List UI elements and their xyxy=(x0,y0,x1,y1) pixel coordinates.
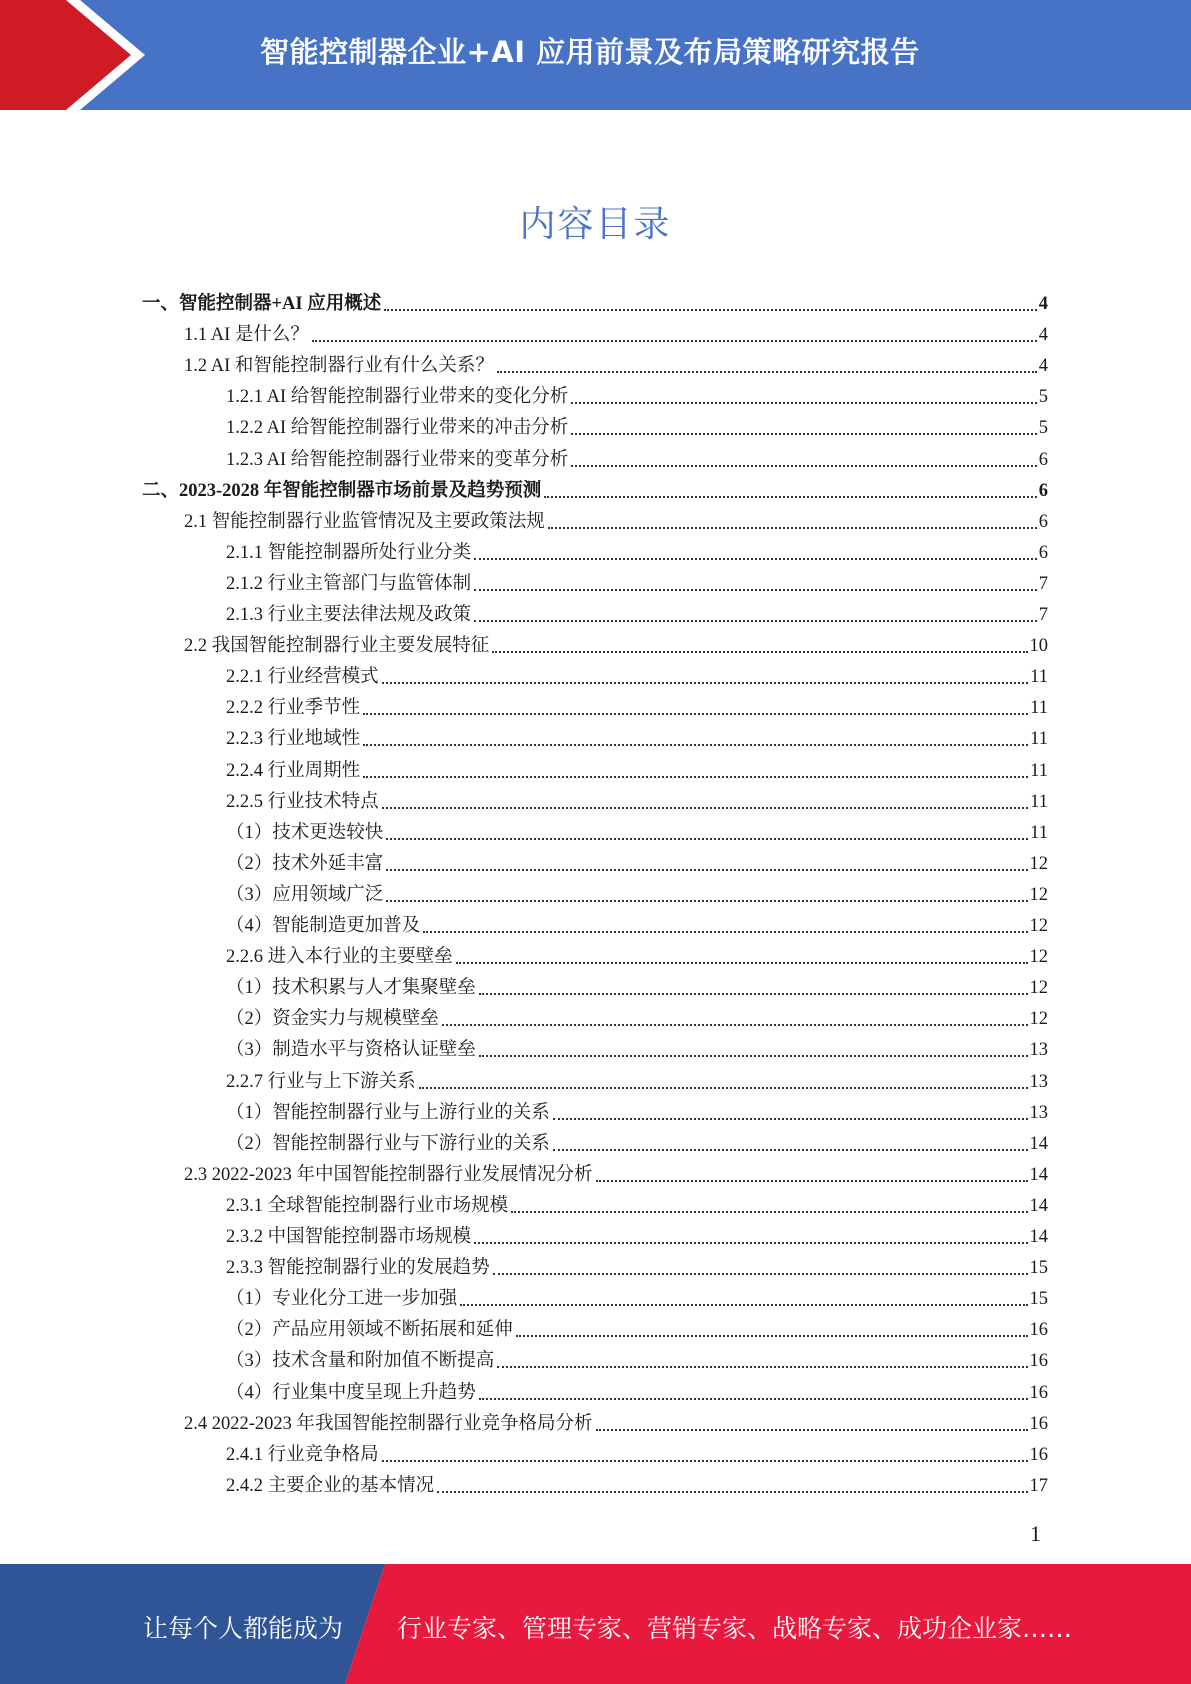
toc-entry-title: 2.3.3 智能控制器行业的发展趋势 xyxy=(226,1258,490,1279)
toc-entry-title: （1）技术积累与人才集聚壁垒 xyxy=(226,978,476,999)
footer-slogan: 让每个人都能成为 xyxy=(143,1614,344,1643)
toc-entry[interactable] xyxy=(226,782,1048,813)
toc-entry-title: 2.3.2 中国智能控制器市场规模 xyxy=(226,1227,472,1247)
toc-dot-leader xyxy=(386,899,1027,902)
toc-entry[interactable] xyxy=(226,937,1048,968)
toc-entry-title: 1.2.3 AI 给智能控制器行业带来的变革分析 xyxy=(226,449,569,470)
toc-entry[interactable] xyxy=(184,502,1048,533)
toc-entry-page: 12 xyxy=(1029,853,1048,874)
toc-entry-page: 15 xyxy=(1029,1258,1048,1279)
toc-entry[interactable] xyxy=(184,315,1048,346)
toc-entry[interactable] xyxy=(226,595,1048,626)
toc-dot-leader xyxy=(474,619,1037,622)
toc-entry[interactable] xyxy=(142,471,1048,502)
toc-entry[interactable] xyxy=(226,1341,1048,1372)
toc-entry-title: 2.3 2022-2023 年中国智能控制器行业发展情况分析 xyxy=(184,1164,593,1185)
toc-dot-leader xyxy=(384,308,1037,311)
toc-entry-page: 7 xyxy=(1038,573,1048,594)
toc-dot-leader xyxy=(419,1086,1028,1089)
toc-entry[interactable] xyxy=(226,377,1048,408)
toc-entry-page: 12 xyxy=(1029,1009,1048,1030)
toc-dot-leader xyxy=(492,650,1027,653)
toc-entry-title: 1.2.2 AI 给智能控制器行业带来的冲击分析 xyxy=(226,418,569,439)
toc-entry[interactable] xyxy=(226,1062,1048,1093)
toc-dot-leader xyxy=(363,712,1028,715)
toc-dot-leader xyxy=(363,775,1028,778)
toc-entry[interactable] xyxy=(226,751,1048,782)
toc-entry-page: 11 xyxy=(1030,760,1048,781)
report-title: 智能控制器企业+AI 应用前景及布局策略研究报告 xyxy=(260,35,920,69)
toc-entry[interactable] xyxy=(226,1279,1048,1310)
toc-dot-leader xyxy=(382,681,1029,684)
toc-entry-page: 12 xyxy=(1029,916,1048,936)
toc-entry[interactable] xyxy=(226,1435,1048,1466)
toc-entry-title: （4）智能制造更加普及 xyxy=(226,916,421,936)
toc-entry-page: 16 xyxy=(1029,1382,1048,1403)
toc-entry-title: （1）技术更迭较快 xyxy=(226,822,384,843)
toc-dot-leader xyxy=(553,1148,1028,1151)
toc-dot-leader xyxy=(456,961,1028,964)
toc-entry-page: 12 xyxy=(1029,978,1048,999)
toc-dot-leader xyxy=(596,1428,1028,1431)
toc-entry-page: 11 xyxy=(1030,791,1048,812)
toc-entry[interactable] xyxy=(142,284,1048,315)
toc-entry-page: 15 xyxy=(1029,1289,1048,1310)
toc-entry[interactable] xyxy=(184,346,1048,377)
toc-entry-title: 一、智能控制器+AI 应用概述 xyxy=(142,294,382,314)
toc-dot-leader xyxy=(497,370,1037,373)
toc-dot-leader xyxy=(479,992,1028,995)
toc-dot-leader xyxy=(479,1054,1028,1057)
toc-entry-page: 4 xyxy=(1038,325,1048,346)
toc-dot-leader xyxy=(497,1365,1027,1368)
toc-dot-leader xyxy=(474,1241,1027,1244)
toc-dot-leader xyxy=(474,557,1037,560)
toc-entry-page: 12 xyxy=(1029,884,1048,905)
toc-dot-leader xyxy=(571,432,1036,435)
toc-entry-title: （4）行业集中度呈现上升趋势 xyxy=(226,1382,476,1403)
toc-entry-title: （2）产品应用领域不断拓展和延伸 xyxy=(226,1320,513,1341)
toc-entry[interactable] xyxy=(226,1030,1048,1061)
toc-entry[interactable] xyxy=(226,533,1048,564)
toc-entry-page: 5 xyxy=(1038,387,1048,408)
footer-expert-list: 行业专家、管理专家、营销专家、战略专家、成功企业家…… xyxy=(397,1614,1073,1643)
toc-entry-title: 2.2.2 行业季节性 xyxy=(226,698,361,719)
toc-entry-page: 16 xyxy=(1029,1351,1048,1372)
toc-entry[interactable] xyxy=(226,1248,1048,1279)
toc-entry[interactable] xyxy=(226,564,1048,595)
toc-entry[interactable] xyxy=(184,1404,1048,1435)
toc-entry-title: （1）智能控制器行业与上游行业的关系 xyxy=(226,1102,550,1123)
toc-entry-page: 5 xyxy=(1038,418,1048,439)
toc-entry-title: （3）技术含量和附加值不断提高 xyxy=(226,1351,495,1372)
toc-entry-page: 11 xyxy=(1030,667,1048,688)
toc-dot-leader xyxy=(511,1210,1027,1213)
toc-dot-leader xyxy=(423,930,1027,933)
toc-entry-page: 6 xyxy=(1038,542,1048,563)
toc-heading: 内容目录 xyxy=(519,204,672,245)
toc-entry[interactable] xyxy=(226,968,1048,999)
toc-entry-page: 7 xyxy=(1038,605,1048,625)
toc-entry-title: 2.1.2 行业主管部门与监管体制 xyxy=(226,573,472,594)
toc-entry-page: 11 xyxy=(1030,698,1048,719)
toc-entry-title: 2.4 2022-2023 年我国智能控制器行业竞争格局分析 xyxy=(184,1413,593,1434)
toc-entry-title: 1.1 AI 是什么？ xyxy=(184,325,309,346)
toc-entry-title: 2.1.3 行业主要法律法规及政策 xyxy=(226,605,472,625)
toc-dot-leader xyxy=(386,837,1028,840)
toc-entry-title: （3）制造水平与资格认证壁垒 xyxy=(226,1040,476,1061)
toc-entry-page: 17 xyxy=(1029,1475,1048,1496)
toc-dot-leader xyxy=(442,1023,1028,1026)
toc-dot-leader xyxy=(544,495,1036,498)
toc-entry-title: 2.2.1 行业经营模式 xyxy=(226,667,379,688)
toc-entry[interactable] xyxy=(226,875,1048,906)
toc-entry-page: 14 xyxy=(1029,1195,1048,1216)
toc-entry[interactable] xyxy=(226,1466,1048,1497)
toc-dot-leader xyxy=(363,743,1028,746)
toc-dot-leader xyxy=(596,1179,1028,1182)
toc-entry[interactable] xyxy=(226,1186,1048,1217)
toc-entry[interactable] xyxy=(226,906,1048,937)
toc-entry-page: 13 xyxy=(1029,1102,1048,1123)
toc-entry-page: 6 xyxy=(1038,511,1048,532)
toc-entry[interactable] xyxy=(226,1124,1048,1155)
toc-entry-title: 2.2.7 行业与上下游关系 xyxy=(226,1071,416,1092)
toc-entry-title: 1.2.1 AI 给智能控制器行业带来的变化分析 xyxy=(226,387,569,408)
toc-entry-page: 12 xyxy=(1029,947,1048,968)
toc-entry[interactable] xyxy=(226,657,1048,688)
toc-entry-title: 2.4.2 主要企业的基本情况 xyxy=(226,1475,435,1496)
toc-entry-page: 10 xyxy=(1029,636,1048,657)
toc-entry[interactable] xyxy=(226,1093,1048,1124)
toc-entry[interactable] xyxy=(226,813,1048,844)
toc-entry[interactable] xyxy=(226,688,1048,719)
toc-entry-title: 二、2023-2028 年智能控制器市场前景及趋势预测 xyxy=(142,480,542,501)
toc-entry[interactable] xyxy=(226,1310,1048,1341)
toc-entry[interactable] xyxy=(226,1373,1048,1404)
toc-entry-title: （2）智能控制器行业与下游行业的关系 xyxy=(226,1133,550,1154)
toc-entry-title: 2.1 智能控制器行业监管情况及主要政策法规 xyxy=(184,511,545,532)
toc-entry-page: 13 xyxy=(1029,1040,1048,1061)
toc-entry-page: 11 xyxy=(1030,822,1048,843)
toc-dot-leader xyxy=(312,339,1037,342)
toc-entry[interactable] xyxy=(226,844,1048,875)
toc-entry-title: （2）技术外延丰富 xyxy=(226,853,384,874)
toc-entry-page: 14 xyxy=(1029,1227,1048,1247)
toc-entry-page: 4 xyxy=(1038,356,1048,377)
toc-entry-page: 14 xyxy=(1029,1164,1048,1185)
toc-entry-title: （3）应用领域广泛 xyxy=(226,884,384,905)
toc-entry-page: 16 xyxy=(1029,1320,1048,1341)
toc-dot-leader xyxy=(516,1334,1028,1337)
toc-entry-title: 2.2.4 行业周期性 xyxy=(226,760,361,781)
page-number: 1 xyxy=(1030,1521,1041,1546)
toc-entry-title: 2.2.5 行业技术特点 xyxy=(226,791,379,812)
toc-dot-leader xyxy=(548,526,1037,529)
toc-entry-title: 1.2 AI 和智能控制器行业有什么关系？ xyxy=(184,356,494,377)
toc-entry[interactable] xyxy=(226,440,1048,471)
toc-dot-leader xyxy=(553,1117,1028,1120)
toc-dot-leader xyxy=(386,868,1027,871)
toc-dot-leader xyxy=(382,1459,1028,1462)
toc-dot-leader xyxy=(437,1490,1027,1493)
toc-dot-leader xyxy=(460,1303,1027,1306)
toc-entry-title: 2.1.1 智能控制器所处行业分类 xyxy=(226,542,472,563)
toc-dot-leader xyxy=(571,401,1036,404)
toc-entry-title: 2.3.1 全球智能控制器行业市场规模 xyxy=(226,1195,509,1216)
toc-dot-leader xyxy=(474,588,1037,591)
toc-entry-page: 16 xyxy=(1029,1444,1048,1465)
toc-entry-page: 4 xyxy=(1038,294,1048,314)
toc-dot-leader xyxy=(382,806,1029,809)
toc-entry-title: 2.2 我国智能控制器行业主要发展特征 xyxy=(184,636,490,657)
toc-entry[interactable] xyxy=(226,719,1048,750)
toc-entry-title: 2.4.1 行业竞争格局 xyxy=(226,1444,379,1465)
header-bar xyxy=(0,0,1191,110)
toc-dot-leader xyxy=(493,1272,1028,1275)
toc-dot-leader xyxy=(571,464,1036,467)
toc-entry-page: 6 xyxy=(1038,480,1048,501)
toc-entry-page: 14 xyxy=(1029,1133,1048,1154)
toc-entry[interactable] xyxy=(226,408,1048,439)
toc-entry[interactable] xyxy=(226,999,1048,1030)
toc-entry-title: 2.2.6 进入本行业的主要壁垒 xyxy=(226,947,453,968)
toc-entry[interactable] xyxy=(184,626,1048,657)
toc-entry-page: 13 xyxy=(1029,1071,1048,1092)
toc-entry-title: 2.2.3 行业地域性 xyxy=(226,729,361,750)
toc-entry-page: 6 xyxy=(1038,449,1048,470)
toc-entry-page: 16 xyxy=(1029,1413,1048,1434)
toc-entry[interactable] xyxy=(184,1155,1048,1186)
toc-dot-leader xyxy=(479,1397,1028,1400)
toc-entry-title: （1）专业化分工进一步加强 xyxy=(226,1289,458,1310)
toc-entry[interactable] xyxy=(226,1217,1048,1248)
toc-entry-title: （2）资金实力与规模壁垒 xyxy=(226,1009,439,1030)
footer-bar xyxy=(0,1564,1191,1684)
toc-entry-page: 11 xyxy=(1030,729,1048,750)
